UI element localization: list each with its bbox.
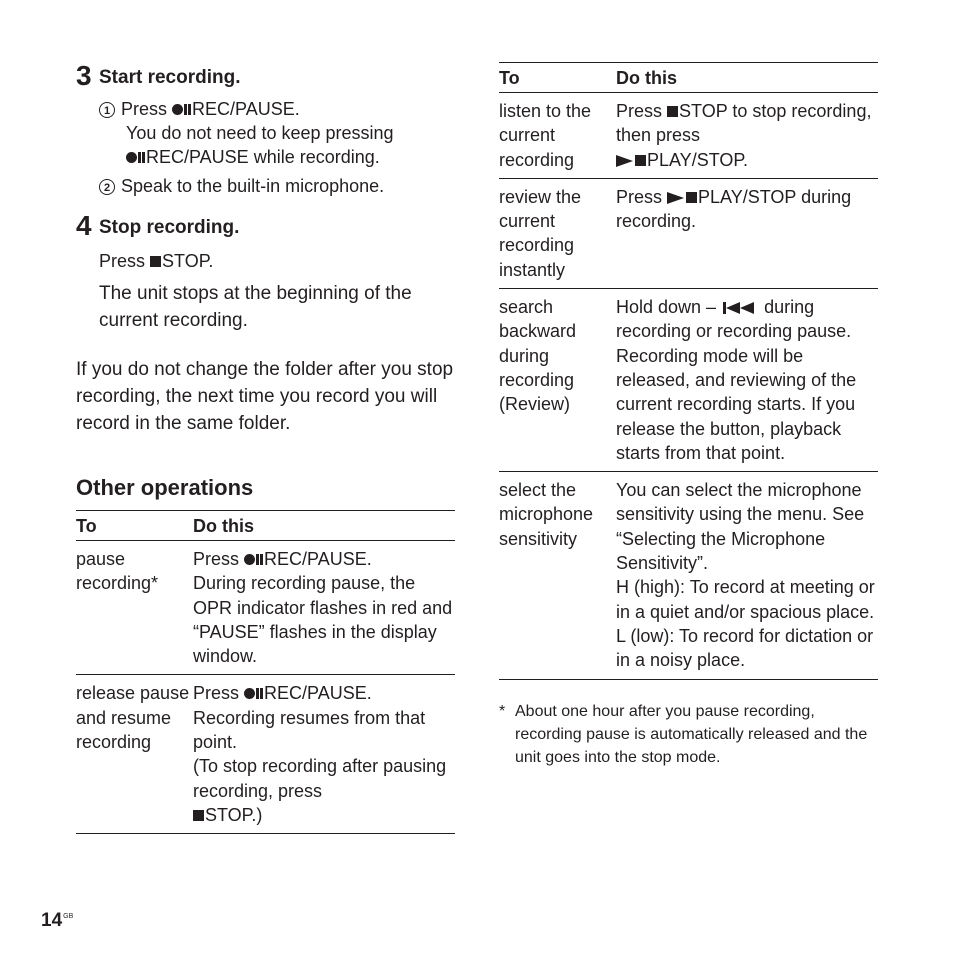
row-to: pause recording* bbox=[76, 549, 159, 594]
step-3-item-2: 2 Speak to the built-in microphone. bbox=[99, 174, 459, 198]
header-to: To bbox=[499, 68, 520, 88]
table-row bbox=[76, 541, 455, 675]
step-title: Stop recording. bbox=[99, 217, 240, 238]
table-row bbox=[499, 289, 878, 472]
row-to: listen to the current recording bbox=[499, 101, 592, 170]
stop-icon bbox=[193, 810, 204, 821]
footnote-marker: * bbox=[499, 703, 506, 720]
circled-number-icon: 2 bbox=[99, 179, 115, 195]
table-row bbox=[76, 675, 455, 834]
pause-icon bbox=[260, 554, 263, 565]
row-do-this: Press PLAY/STOP during recording. bbox=[616, 186, 852, 232]
row-do-this: Hold down – during recording or recording pause. Recording mode will be released, and reviewing of the current recording starts. If you release the button, playback starts from that point. bbox=[616, 297, 857, 463]
section-title: Other operations bbox=[76, 475, 254, 500]
step-number: 4 bbox=[76, 210, 92, 241]
row-do-this: You can select the microphone sensitivity using the menu. See “Selecting the Microphone Sensitivity”. H (high): To record at meeting or in a quiet and/or spacious place. L (low): To record for dictation or in a noisy place. bbox=[616, 480, 875, 671]
row-to: release pause and resume recording bbox=[76, 683, 190, 753]
play-icon bbox=[616, 155, 633, 167]
pause-icon bbox=[260, 688, 263, 699]
play-icon bbox=[667, 192, 684, 204]
step-4-press: Press STOP. bbox=[99, 251, 214, 271]
table-header-row bbox=[76, 511, 455, 541]
folder-note: If you do not change the folder after you stop recording, the next time you record you will record in the same folder. bbox=[76, 359, 454, 434]
record-icon bbox=[244, 554, 255, 565]
pause-icon bbox=[184, 104, 187, 115]
table-row bbox=[499, 178, 878, 288]
stop-icon bbox=[150, 256, 161, 267]
stop-icon bbox=[635, 155, 646, 166]
header-do-this: Do this bbox=[616, 68, 677, 88]
row-do-this: Press STOP to stop recording, then press PLAY/STOP. bbox=[616, 101, 872, 170]
footnote bbox=[499, 700, 878, 769]
record-icon bbox=[244, 688, 255, 699]
header-to: To bbox=[76, 516, 97, 536]
row-to: review the current recording instantly bbox=[499, 186, 582, 280]
record-icon bbox=[126, 152, 137, 163]
step-number: 3 bbox=[76, 60, 92, 91]
row-to: select the microphone sensitivity bbox=[499, 480, 594, 549]
operations-table-left bbox=[76, 510, 455, 834]
page-region: GB bbox=[63, 913, 74, 920]
header-do-this: Do this bbox=[193, 516, 254, 536]
pause-icon bbox=[142, 152, 145, 163]
page-number: $14^{GB}$ bbox=[41, 910, 74, 931]
step-4-detail: The unit stops at the beginning of the current recording. bbox=[99, 283, 412, 331]
record-icon bbox=[172, 104, 183, 115]
table-row bbox=[499, 93, 878, 179]
operations-table-right bbox=[499, 62, 878, 680]
pause-icon bbox=[138, 152, 141, 163]
row-to: search backward during recording (Review) bbox=[499, 297, 577, 415]
rewind-icon bbox=[723, 302, 757, 314]
circled-number-icon: 1 bbox=[99, 102, 115, 118]
step-title: Start recording. bbox=[99, 67, 241, 88]
step-3-item-1: 1 Press REC/PAUSE. You do not need to keep pressing REC/PAUSE while recording. bbox=[99, 97, 459, 169]
stop-icon bbox=[667, 106, 678, 117]
table-header-row bbox=[499, 63, 878, 93]
pause-icon bbox=[256, 688, 259, 699]
stop-icon bbox=[686, 192, 697, 203]
pause-icon bbox=[188, 104, 191, 115]
table-row bbox=[499, 472, 878, 679]
footnote-text: About one hour after you pause recording, recording pause is automatically released and the unit goes into the stop mode. bbox=[515, 703, 868, 766]
pause-icon bbox=[256, 554, 259, 565]
row-do-this: Press REC/PAUSE. Recording resumes from that point. (To stop recording after pausing recording, press STOP.) bbox=[193, 683, 447, 825]
row-do-this: Press REC/PAUSE. During recording pause, the OPR indicator flashes in red and “PAUSE” flashes in the display window. bbox=[193, 549, 453, 667]
